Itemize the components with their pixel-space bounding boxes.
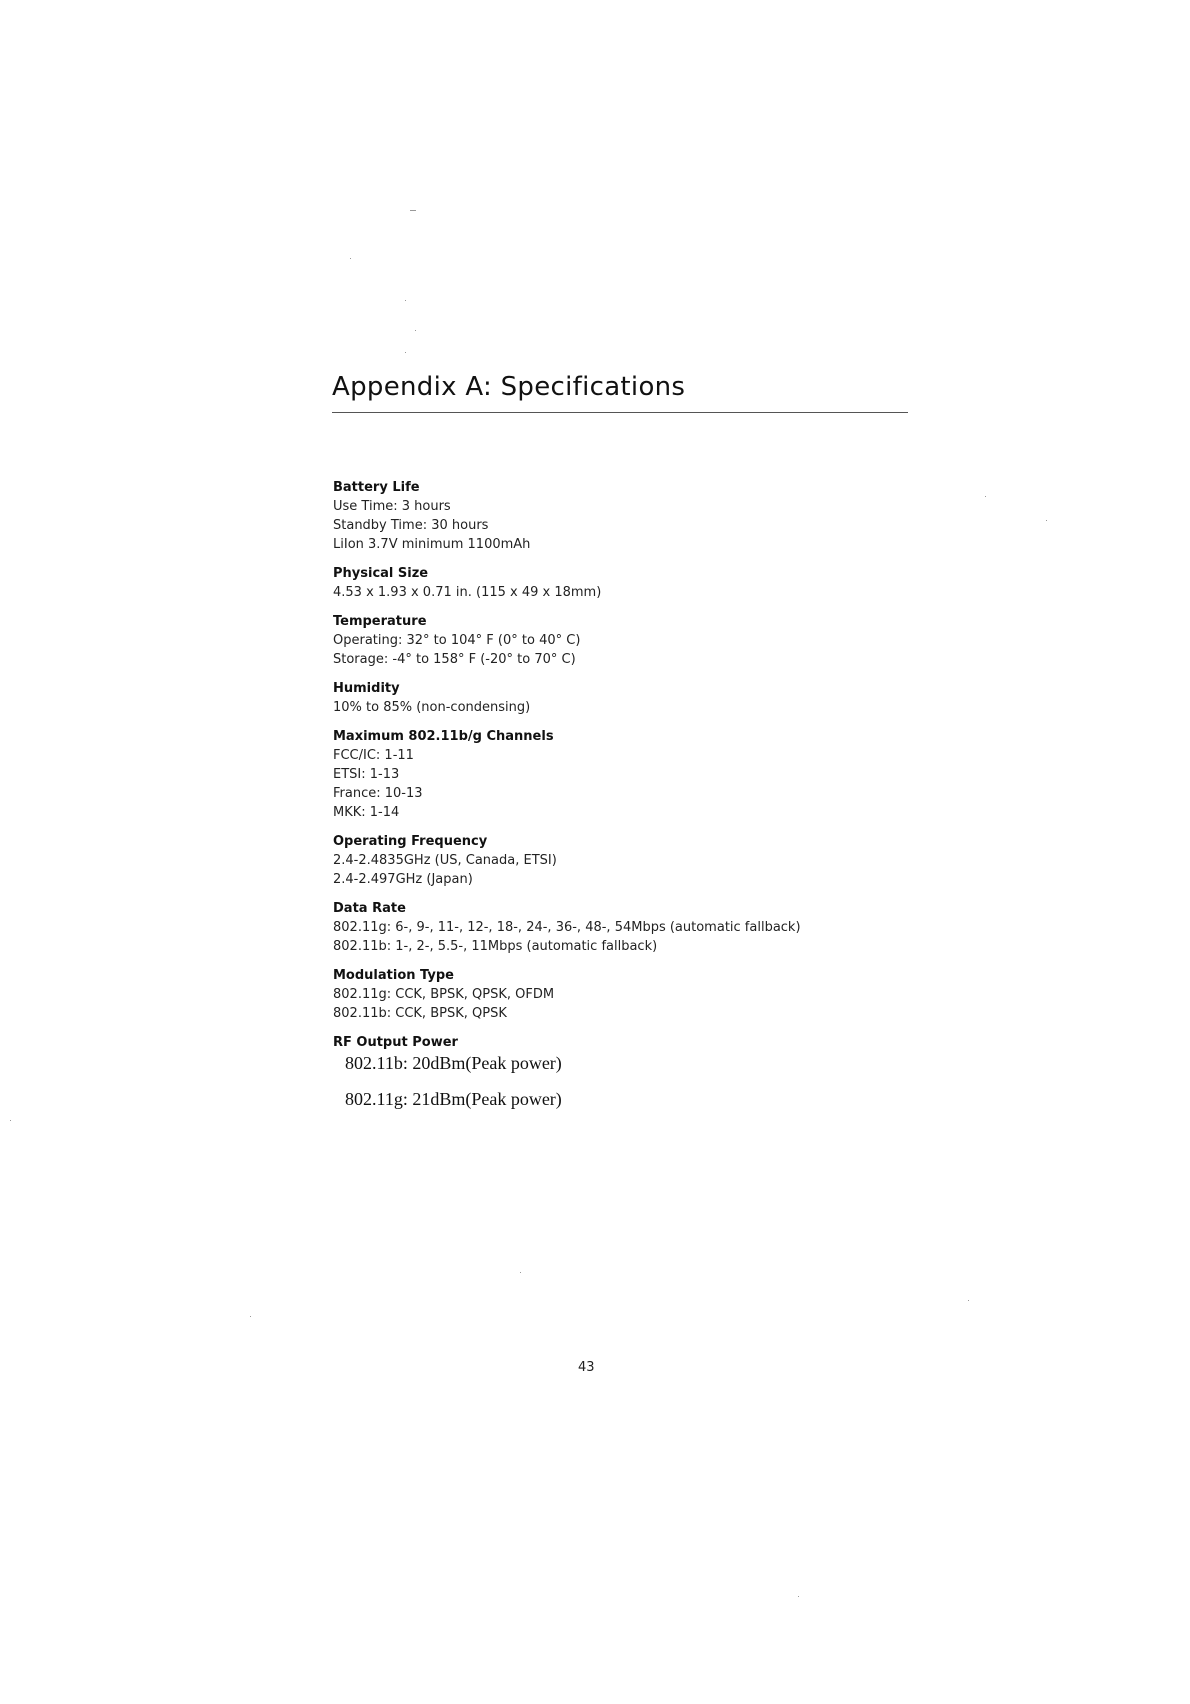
section-heading: Battery Life: [333, 480, 420, 495]
spec-section-temperature: [333, 612, 953, 669]
spec-section-data-rate: [333, 899, 953, 956]
scan-speck: [250, 1316, 251, 1317]
spec-line: 802.11g: 6-, 9-, 11-, 12-, 18-, 24-, 36-, 48-, 54Mbps (automatic fallback): [333, 920, 801, 935]
scan-speck: [1046, 520, 1047, 521]
spec-section-physical-size: [333, 564, 953, 602]
spec-line: FCC/IC: 1-11: [333, 748, 414, 763]
scan-speck: [968, 1300, 969, 1301]
spec-line: 802.11b: 20dBm(Peak power): [345, 1053, 562, 1073]
spec-line: France: 10-13: [333, 786, 423, 801]
spec-line: 802.11b: CCK, BPSK, QPSK: [333, 1006, 507, 1021]
spec-section-rf-output-power: [333, 1033, 953, 1110]
scan-speck: [985, 496, 986, 497]
spec-line: 802.11g: CCK, BPSK, QPSK, OFDM: [333, 987, 555, 1002]
section-heading: Temperature: [333, 614, 427, 629]
spec-section-operating-frequency: [333, 832, 953, 889]
specifications-list: [333, 478, 953, 1124]
spec-line: 10% to 85% (non-condensing): [333, 700, 531, 715]
spec-line: MKK: 1-14: [333, 805, 400, 820]
spec-line: 2.4-2.497GHz (Japan): [333, 872, 473, 887]
spec-line: Operating: 32° to 104° F (0° to 40° C): [333, 633, 581, 648]
page-title: Appendix A: Specifications: [332, 372, 686, 402]
scan-speck: [520, 1272, 521, 1273]
spec-section-humidity: [333, 679, 953, 717]
page-number: 43: [578, 1360, 595, 1375]
scan-speck: [410, 210, 416, 211]
spec-section-modulation-type: [333, 966, 953, 1023]
section-heading: Maximum 802.11b/g Channels: [333, 729, 554, 744]
spec-section-channels: [333, 727, 953, 822]
section-heading: Data Rate: [333, 901, 406, 916]
section-heading: RF Output Power: [333, 1035, 458, 1050]
spec-line: 802.11g: 21dBm(Peak power): [345, 1089, 562, 1109]
scan-speck: [798, 1596, 799, 1597]
section-heading: Operating Frequency: [333, 834, 488, 849]
section-heading: Humidity: [333, 681, 400, 696]
scan-speck: [415, 330, 416, 331]
section-heading: Modulation Type: [333, 968, 454, 983]
spec-line: 802.11b: 1-, 2-, 5.5-, 11Mbps (automatic fallback): [333, 939, 658, 954]
spec-line: 4.53 x 1.93 x 0.71 in. (115 x 49 x 18mm): [333, 585, 602, 600]
scan-speck: [350, 258, 351, 259]
scan-speck: [405, 352, 406, 353]
spec-line: LiIon 3.7V minimum 1100mAh: [333, 537, 531, 552]
scan-speck: [10, 1120, 11, 1121]
scan-speck: [405, 300, 406, 301]
spec-line: Use Time: 3 hours: [333, 499, 451, 514]
spec-line: Storage: -4° to 158° F (-20° to 70° C): [333, 652, 576, 667]
section-heading: Physical Size: [333, 566, 429, 581]
spec-line: ETSI: 1-13: [333, 767, 400, 782]
spec-line: Standby Time: 30 hours: [333, 518, 489, 533]
spec-line: 2.4-2.4835GHz (US, Canada, ETSI): [333, 853, 557, 868]
title-underline: [332, 412, 908, 413]
spec-section-battery-life: [333, 478, 953, 554]
